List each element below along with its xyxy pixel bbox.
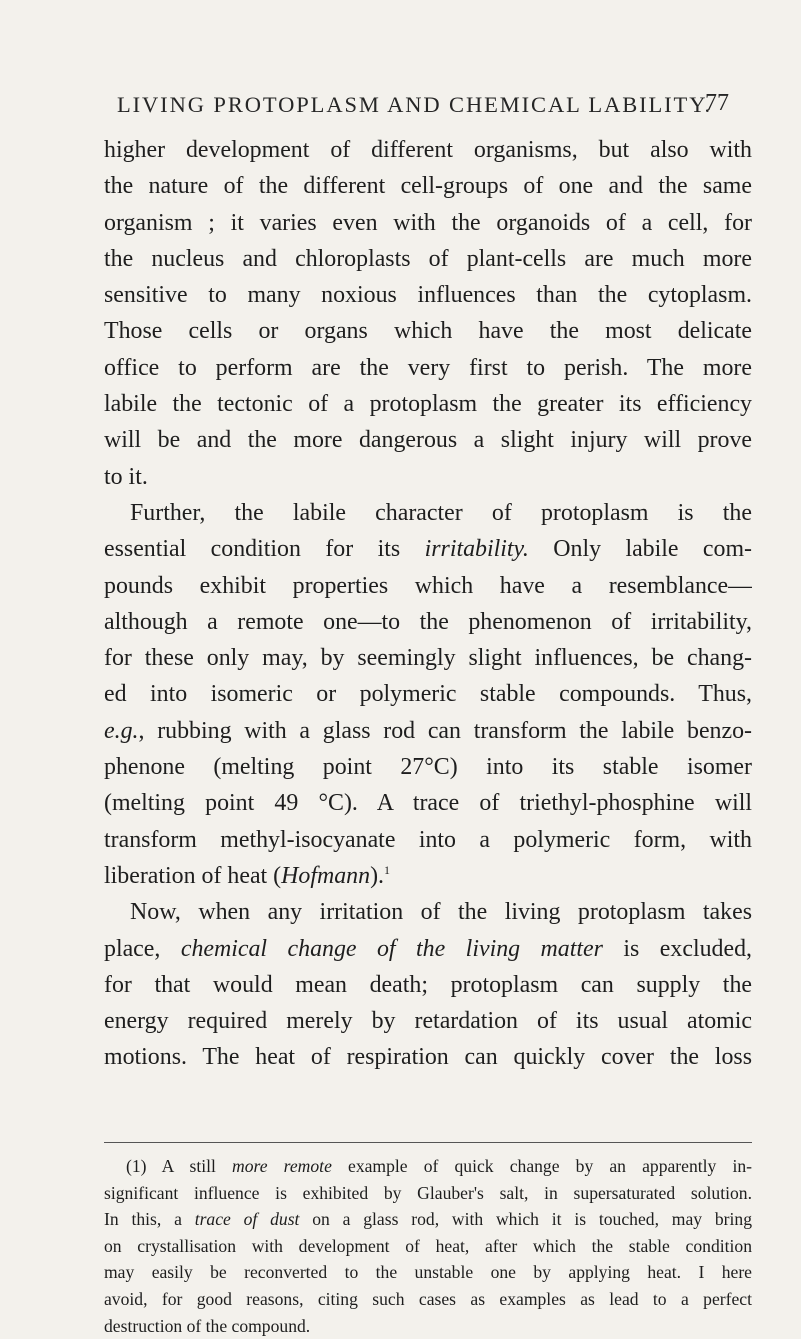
text-run: is excluded, — [602, 935, 752, 962]
text-line: Those cells or organs which have the most delicate — [104, 318, 752, 345]
text-line — [104, 713, 752, 749]
text-run: liberation of heat ( — [104, 862, 282, 889]
text-run: example of quick change by an apparently in- — [331, 1156, 752, 1176]
text-line: Further, the labile character of protoplasm is the — [130, 499, 752, 526]
emphasis-eg: e.g. — [104, 717, 139, 744]
text-line: organism ; it varies even with the organoids of a cell, for — [104, 209, 752, 236]
text-line — [104, 531, 752, 567]
text-line: the nucleus and chloroplasts of plant-cells are much more — [104, 245, 752, 272]
text-run: on a glass rod, with which it is touched, may bring — [299, 1209, 752, 1230]
footnote-line: significant influence is exhibited by Glauber's salt, in supersaturated solution. — [104, 1182, 752, 1203]
text-line: although a remote one—to the phenomenon of irritability, — [104, 608, 752, 635]
text-line: for these only may, by seemingly slight influences, be chang- — [104, 645, 752, 672]
text-run: place, — [104, 935, 181, 962]
text-line: pounds exhibit properties which have a resemblance— — [104, 572, 752, 599]
text-line: sensitive to many noxious influences than the cytoplasm. — [104, 282, 752, 309]
footnote-line: destruction of the compound. — [104, 1315, 311, 1336]
page-number: 77 — [705, 90, 729, 116]
footnote-line — [104, 1153, 752, 1180]
text-line: transform methyl-isocyanate into a polymeric form, with — [104, 826, 752, 853]
text-line: labile the tectonic of a protoplasm the greater its efficiency — [104, 391, 752, 418]
text-run: ). — [370, 862, 384, 889]
text-line: ed into isomeric or polymeric stable compounds. Thus, — [104, 681, 752, 708]
text-run: Only labile com- — [528, 536, 752, 563]
footnote-marker: 1 — [384, 862, 390, 877]
footnote-line: on crystallisation with development of heat, after which the stable condition — [104, 1235, 752, 1256]
running-title: LIVING PROTOPLASM AND CHEMICAL LABILITY. — [117, 92, 712, 117]
text-line: (melting point 49 °C). A trace of triethyl-phosphine will — [104, 790, 752, 817]
footnote-line: avoid, for good reasons, citing such cases as examples as lead to a perfect — [104, 1288, 752, 1309]
text-run: , rubbing with a glass rod can transform the labile benzo- — [138, 717, 752, 744]
text-line: energy required merely by retardation of its usual atomic — [104, 1008, 752, 1035]
text-line: will be and the more dangerous a slight injury will prove — [104, 427, 752, 454]
footnotes — [104, 1153, 752, 1339]
emphasis-chemical-change: chemical change of the living matter — [180, 935, 603, 962]
text-line: the nature of the different cell-groups of one and the same — [104, 173, 752, 200]
emphasis-hofmann: Hofmann — [281, 862, 371, 889]
text-run: (1) A still — [126, 1156, 233, 1176]
body-text — [104, 132, 752, 1076]
text-line — [104, 858, 752, 894]
text-line: office to perform are the very first to perish. The more — [104, 354, 752, 381]
text-line — [104, 931, 752, 967]
text-line: Now, when any irritation of the living protoplasm takes — [130, 899, 752, 926]
text-line: motions. The heat of respiration can quickly cover the loss — [104, 1044, 752, 1071]
text-line: to it. — [104, 463, 148, 490]
emphasis-more-remote: more remote — [232, 1156, 332, 1176]
text-run: In this, a — [104, 1209, 195, 1230]
footnote-rule — [104, 1142, 752, 1143]
text-line: phenone (melting point 27°C) into its stable isomer — [104, 754, 752, 781]
text-line: higher development of different organisms, but also with — [104, 137, 752, 163]
text-run: essential condition for its — [104, 536, 425, 563]
footnote-line — [104, 1206, 752, 1233]
emphasis-trace-of-dust: trace of dust — [194, 1209, 300, 1230]
text-line: for that would mean death; protoplasm can supply the — [104, 971, 752, 998]
emphasis-irritability: irritability. — [424, 536, 529, 563]
footnote-line: may easily be reconverted to the unstable one by applying heat. I here — [104, 1262, 752, 1283]
